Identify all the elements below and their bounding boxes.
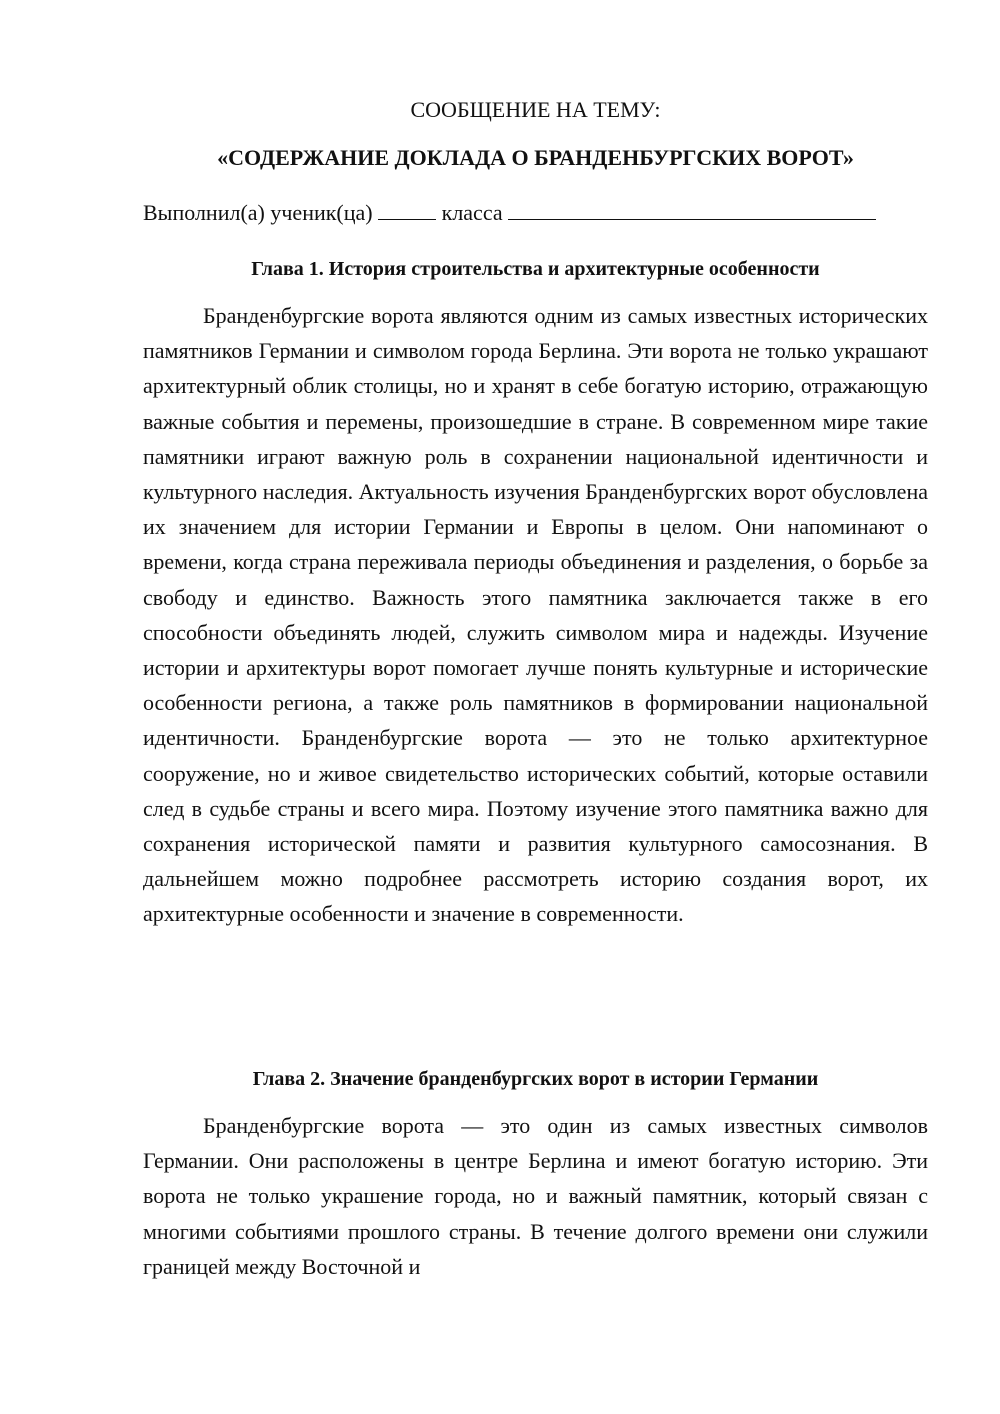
author-line xyxy=(143,197,876,229)
chapter-1-paragraph: Бранденбургские ворота являются одним из самых известных исторических памятников Германии и символом города Берлина. Эти ворота не только украшают архитектурный облик столицы, но и хранят в себе богатую историю, отражающую важные события и перемены, произошедшие в стране. В современном мире такие памятники играют важную роль в сохранении национальной идентичности и культурного наследия. Актуальность изучения Бранденбургских ворот обусловлена их значением для истории Германии и Европы в целом. Они напоминают о времени, когда страна переживала периоды объединения и разделения, о борьбе за свободу и единство. Важность этого памятника заключается также в его способности объединять людей, служить символом мира и надежды. Изучение истории и архитектуры ворот помогает лучше понять культурные и исторические особенности региона, а также роль памятников в формировании национальной идентичности. Бранденбургские ворота — это не только архитектурное сооружение, но и живое свидетельство исторических событий, которые оставили след в судьбе страны и всего мира. Поэтому изучение этого памятника важно для сохранения исторической памяти и развития культурного самосознания. В дальнейшем можно подробнее рассмотреть историю создания ворот, их архитектурные особенности и значение в современности. xyxy=(143,303,928,927)
document-heading-title: «СОДЕРЖАНИЕ ДОКЛАДА О БРАНДЕНБУРГСКИХ ВОРОТ» xyxy=(217,145,854,170)
grade-blank-line xyxy=(378,199,436,220)
class-blank-line xyxy=(508,199,876,220)
author-prefix: Выполнил(а) ученик(ца) xyxy=(143,200,373,225)
document-heading-topic: СООБЩЕНИЕ НА ТЕМУ: xyxy=(410,97,661,122)
chapter-2-paragraph: Бранденбургские ворота — это один из самых известных символов Германии. Они расположены в центре Берлина и имеют богатую историю. Эти ворота не только украшение города, но и важный памятник, который связан с многими событиями прошлого страны. В течение долгого времени они служили границей между Восточной и xyxy=(143,1113,928,1279)
author-class-label: класса xyxy=(441,200,503,225)
chapter-1-title: Глава 1. История строительства и архитектурные особенности xyxy=(251,258,820,280)
chapter-2-title: Глава 2. Значение бранденбургских ворот в истории Германии xyxy=(252,1068,819,1090)
